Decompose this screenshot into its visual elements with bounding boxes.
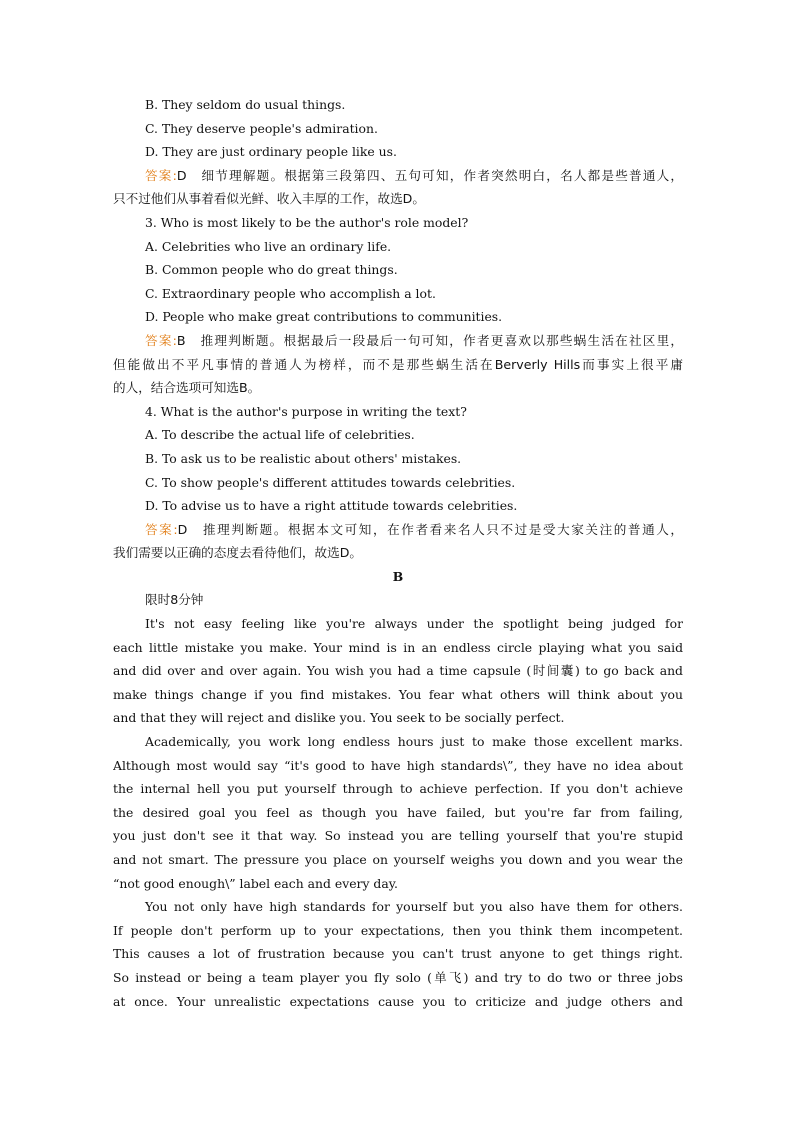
q4-answer-text-1: D 推理判断题。根据本文可知，在作者看来名人只不过是受大家关注的普通人，	[177, 521, 683, 537]
document-page	[113, 93, 683, 1013]
passage-line: If people don't perform up to your expectations, then you think them incompetent.	[113, 922, 683, 938]
passage-line: and not smart. The pressure you place on yourself weighs you down and you wear the	[113, 852, 683, 867]
q3-answer-label: 答案:	[145, 332, 177, 348]
q2-option-c: C. They deserve people's admiration.	[145, 120, 378, 136]
q2-answer-label: 答案:	[145, 167, 177, 183]
q3-option-c: C. Extraordinary people who accomplish a lot.	[145, 285, 436, 301]
passage-line: the desired goal you feel as though you have failed, but you're far from failing,	[113, 804, 683, 820]
passage-line: Academically, you work long endless hours just to make those excellent marks.	[145, 734, 683, 750]
q3-answer-line-3: 的人，结合选项可知选B。	[113, 380, 261, 396]
passage-line: You not only have high standards for yourself but you also have them for others.	[145, 899, 683, 915]
passage-line: So instead or being a team player you fly solo (单飞) and try to do two or three jobs	[113, 969, 683, 985]
q3-answer-text-1: B 推理判断题。根据最后一段最后一句可知，作者更喜欢以那些蜗生活在社区里，	[176, 332, 683, 348]
passage-line: at once. Your unrealistic expectations cause you to criticize and judge others and	[113, 993, 683, 1009]
passage-line: you just don't see it that way. So instead you are telling yourself that you're stupid	[113, 828, 683, 844]
q2-answer-text-1: D 细节理解题。根据第三段第四、五句可知，作者突然明白，名人都是些普通人，	[176, 167, 683, 183]
q4-option-b: B. To ask us to be realistic about others' mistakes.	[145, 450, 462, 466]
q3-answer-line-2: 但能做出不平凡事情的普通人为榜样，而不是那些蜗生活在Berverly Hills而事实上很平庸	[113, 356, 683, 372]
passage-line: make things change if you find mistakes. You fear what others will think about you	[113, 686, 683, 702]
passage-line: the internal hell you put yourself through to achieve perfection. If you don't achieve	[113, 781, 683, 797]
q4-answer-line-2: 我们需要以正确的态度去看待他们，故选D。	[113, 545, 362, 561]
q4-answer-line-1	[113, 518, 683, 542]
passage-line: It's not easy feeling like you're always under the spotlight being judged for	[145, 616, 683, 632]
q3-answer-line-1	[113, 329, 683, 353]
q3-option-b: B. Common people who do great things.	[145, 262, 398, 278]
q2-option-d: D. They are just ordinary people like us.	[145, 144, 397, 160]
q2-answer-line-1	[113, 164, 683, 188]
q3-question: 3. Who is most likely to be the author's role model?	[145, 214, 469, 230]
q2-option-b: B. They seldom do usual things.	[145, 97, 346, 112]
passage-line: Although most would say “it's good to have high standards\”, they have no idea about	[113, 757, 683, 773]
q3-option-a: A. Celebrities who live an ordinary life.	[145, 238, 392, 254]
passage-line: each little mistake you make. Your mind is in an endless circle playing what you said	[113, 639, 683, 655]
q3-option-d: D. People who make great contributions to communities.	[145, 309, 503, 325]
passage-line: “not good enough\” label each and every day.	[113, 875, 398, 891]
q4-answer-label: 答案:	[145, 521, 178, 537]
time-limit: 限时8分钟	[145, 592, 204, 608]
q4-option-c: C. To show people's different attitudes towards celebrities.	[145, 474, 516, 490]
q2-answer-line-2: 只不过他们从事着看似光鲜、收入丰厚的工作，故选D。	[113, 191, 425, 207]
passage-line: This causes a lot of frustration because you can't trust anyone to get things right.	[113, 946, 683, 962]
q4-option-a: A. To describe the actual life of celebrities.	[145, 427, 415, 443]
passage-line: and did over and over again. You wish you had a time capsule (时间囊) to go back and	[113, 663, 683, 679]
section-heading: B	[392, 568, 404, 584]
q4-option-d: D. To advise us to have a right attitude towards celebrities.	[145, 498, 518, 514]
q4-question: 4. What is the author's purpose in writing the text?	[145, 403, 467, 419]
passage-line: and that they will reject and dislike you. You seek to be socially perfect.	[113, 710, 565, 726]
